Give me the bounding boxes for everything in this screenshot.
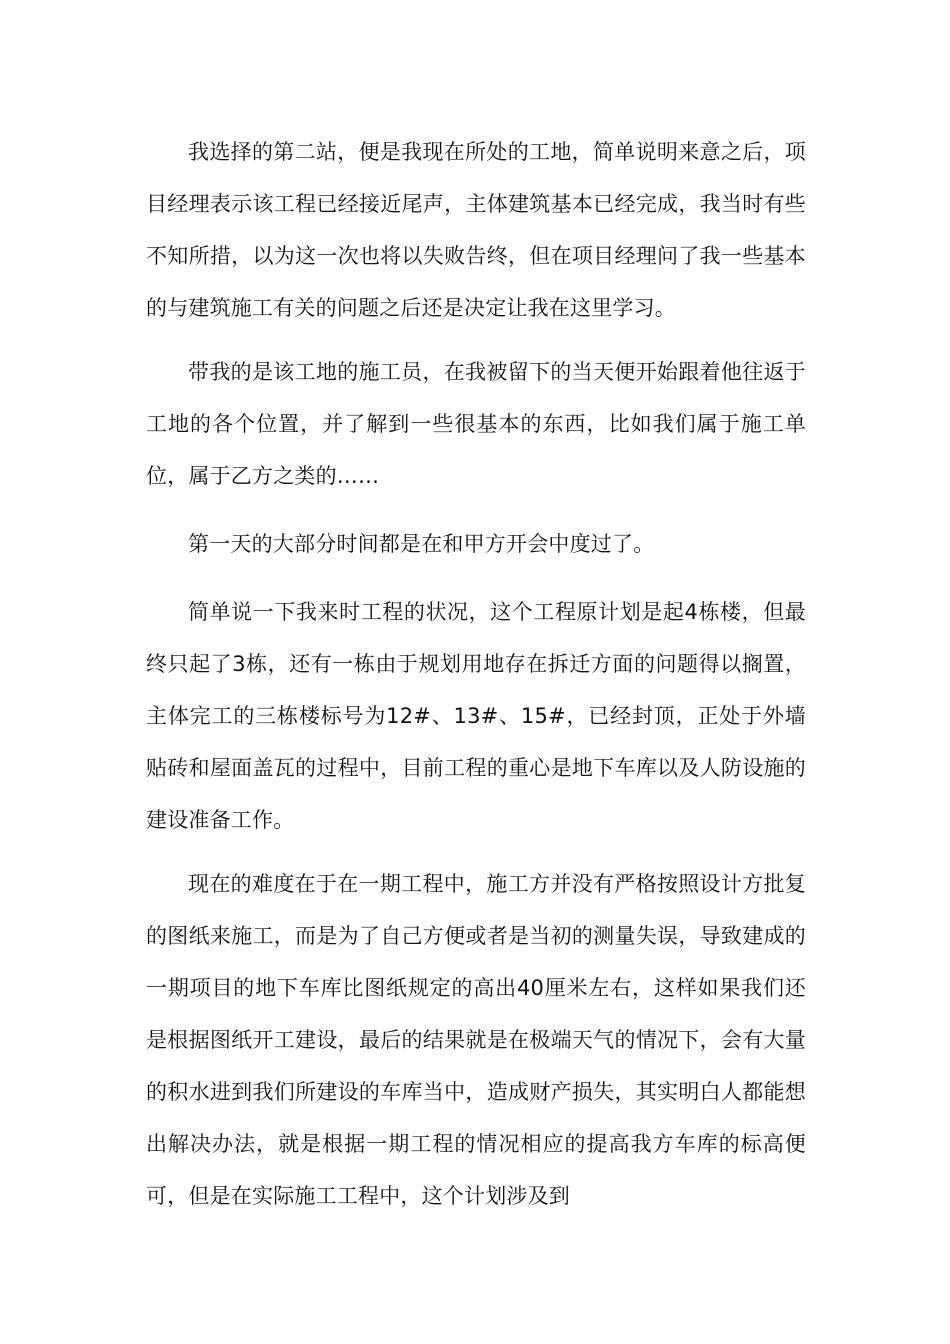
paragraph-difficulty: 现在的难度在于在一期工程中，施工方并没有严格按照设计方批复的图纸来施工，而是为了自己方便或者是当初的测量失误，导致建成的一期项目的地下车库比图纸规定的高出40厘米左右，这样如果我们还是根据图纸开工建设，最后的结果就是在极端天气的情况下，会有大量的积水进到我们所建设的车库当中，造成财产损失，其实明白人都能想出解决办法，就是根据一期工程的情况相应的提高我方车库的标高便可，但是在实际施工工程中，这个计划涉及到 xyxy=(146,872,806,1208)
paragraph-mentor: 带我的是该工地的施工员，在我被留下的当天便开始跟着他往返于工地的各个位置，并了解到一些很基本的东西，比如我们属于施工单位，属于乙方之类的…… xyxy=(146,360,806,488)
paragraph-second-site: 我选择的第二站，便是我现在所处的工地，简单说明来意之后，项目经理表示该工程已经接近尾声，主体建筑基本已经完成，我当时有些不知所措，以为这一次也将以失败告终，但在项目经理问了我一些基本的与建筑施工有关的问题之后还是决定让我在这里学习。 xyxy=(146,140,806,320)
paragraph-project-status: 简单说一下我来时工程的状况，这个工程原计划是起4栋楼，但最终只起了3栋，还有一栋由于规划用地存在拆迁方面的问题得以搁置，主体完工的三栋楼标号为12#、13#、15#，已经封顶，正处于外墙贴砖和屋面盖瓦的过程中，目前工程的重心是地下车库以及人防设施的建设准备工作。 xyxy=(146,600,806,832)
paragraph-first-day: 第一天的大部分时间都是在和甲方开会中度过了。 xyxy=(188,532,655,556)
